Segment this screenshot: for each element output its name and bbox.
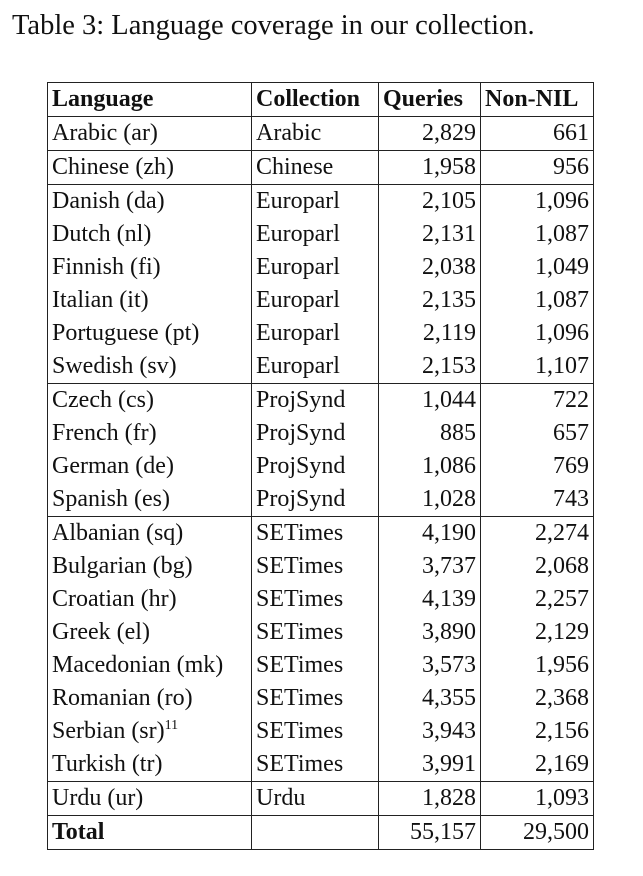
cell-language-text: Urdu (ur) [52, 785, 144, 811]
header-language: Language [48, 83, 252, 117]
cell-queries-text: 2,038 [422, 254, 476, 280]
cell-queries [379, 350, 481, 384]
table-row [48, 251, 594, 284]
cell-language [48, 682, 252, 715]
table-row [48, 384, 594, 418]
cell-non-nil-text: 956 [553, 154, 589, 180]
cell-language-text: Greek (el) [52, 619, 150, 645]
cell-queries [379, 583, 481, 616]
cell-collection [252, 682, 379, 715]
cell-non-nil-text: 1,107 [535, 353, 589, 379]
cell-non-nil [481, 218, 594, 251]
cell-queries-text: 1,086 [422, 453, 476, 479]
cell-queries-text: 55,157 [410, 819, 476, 845]
cell-language-text: Total [52, 819, 105, 845]
cell-language-text: Romanian (ro) [52, 685, 193, 711]
cell-non-nil-text: 722 [553, 387, 589, 413]
cell-collection-text: ProjSynd [256, 486, 346, 512]
cell-collection-text: Europarl [256, 188, 340, 214]
cell-language-text: Spanish (es) [52, 486, 170, 512]
cell-queries [379, 151, 481, 185]
header-collection: Collection [252, 83, 379, 117]
cell-queries [379, 616, 481, 649]
cell-queries [379, 450, 481, 483]
header-non-nil: Non-NIL [481, 83, 594, 117]
cell-queries [379, 483, 481, 517]
cell-queries [379, 782, 481, 816]
cell-language [48, 251, 252, 284]
cell-collection-text: SETimes [256, 619, 344, 645]
cell-queries [379, 384, 481, 418]
cell-non-nil [481, 117, 594, 151]
cell-language [48, 517, 252, 551]
cell-non-nil [481, 317, 594, 350]
cell-language-text: Portuguese (pt) [52, 320, 200, 346]
cell-collection-text: SETimes [256, 718, 344, 744]
cell-non-nil-text: 1,956 [535, 652, 589, 678]
cell-language [48, 649, 252, 682]
cell-collection [252, 616, 379, 649]
cell-non-nil [481, 350, 594, 384]
cell-queries [379, 682, 481, 715]
cell-non-nil [481, 715, 594, 748]
cell-collection-text: Europarl [256, 320, 340, 346]
cell-queries [379, 649, 481, 682]
cell-non-nil-text: 1,096 [535, 188, 589, 214]
cell-language [48, 550, 252, 583]
cell-collection [252, 350, 379, 384]
cell-language-text: Albanian (sq) [52, 520, 184, 546]
cell-queries-text: 4,190 [422, 520, 476, 546]
cell-language [48, 185, 252, 219]
cell-non-nil [481, 616, 594, 649]
cell-collection [252, 417, 379, 450]
table-row [48, 185, 594, 219]
cell-language-text: Swedish (sv) [52, 353, 177, 379]
cell-queries-text: 3,890 [422, 619, 476, 645]
cell-collection [252, 251, 379, 284]
cell-language-text: Chinese (zh) [52, 154, 174, 180]
total-row [48, 816, 594, 850]
cell-language [48, 782, 252, 816]
cell-collection [252, 649, 379, 682]
cell-language-text: German (de) [52, 453, 174, 479]
cell-non-nil [481, 417, 594, 450]
cell-collection [252, 782, 379, 816]
cell-language [48, 450, 252, 483]
cell-non-nil-text: 29,500 [523, 819, 589, 845]
cell-queries-text: 3,737 [422, 553, 476, 579]
table-row [48, 450, 594, 483]
cell-non-nil [481, 284, 594, 317]
cell-queries [379, 185, 481, 219]
cell-non-nil-text: 1,093 [535, 785, 589, 811]
cell-collection [252, 816, 379, 850]
cell-queries-text: 2,153 [422, 353, 476, 379]
cell-language [48, 715, 252, 748]
cell-queries-text: 3,573 [422, 652, 476, 678]
cell-language [48, 816, 252, 850]
table-row [48, 218, 594, 251]
table-row [48, 682, 594, 715]
table-row [48, 649, 594, 682]
cell-language [48, 748, 252, 782]
cell-language-text: Dutch (nl) [52, 221, 152, 247]
cell-language-text: Arabic (ar) [52, 120, 158, 146]
cell-queries [379, 417, 481, 450]
cell-collection-text: Urdu [256, 785, 306, 811]
cell-language-text: Macedonian (mk) [52, 652, 224, 678]
cell-language-text: Bulgarian (bg) [52, 553, 193, 579]
cell-non-nil [481, 682, 594, 715]
cell-collection [252, 748, 379, 782]
cell-language [48, 417, 252, 450]
cell-language-text: Finnish (fi) [52, 254, 161, 280]
cell-non-nil [481, 151, 594, 185]
cell-queries-text: 3,991 [422, 751, 476, 777]
cell-language-text: Danish (da) [52, 188, 165, 214]
cell-non-nil [481, 816, 594, 850]
cell-collection-text: SETimes [256, 652, 344, 678]
cell-non-nil-text: 1,049 [535, 254, 589, 280]
cell-collection-text: Europarl [256, 287, 340, 313]
cell-queries-text: 2,135 [422, 287, 476, 313]
cell-queries [379, 251, 481, 284]
cell-collection [252, 151, 379, 185]
cell-non-nil-text: 1,087 [535, 221, 589, 247]
cell-queries [379, 218, 481, 251]
table-row [48, 748, 594, 782]
cell-language [48, 384, 252, 418]
table-row [48, 117, 594, 151]
cell-language [48, 317, 252, 350]
cell-non-nil-text: 1,087 [535, 287, 589, 313]
cell-language [48, 218, 252, 251]
cell-collection [252, 117, 379, 151]
cell-language [48, 284, 252, 317]
cell-non-nil [481, 517, 594, 551]
cell-non-nil [481, 450, 594, 483]
cell-non-nil [481, 185, 594, 219]
cell-queries-text: 1,044 [422, 387, 476, 413]
cell-queries [379, 816, 481, 850]
cell-collection [252, 284, 379, 317]
language-coverage-table [47, 82, 594, 850]
cell-queries-text: 1,028 [422, 486, 476, 512]
cell-collection-text: SETimes [256, 553, 344, 579]
cell-non-nil-text: 2,368 [535, 685, 589, 711]
cell-collection-text: ProjSynd [256, 453, 346, 479]
table-row [48, 483, 594, 517]
cell-language [48, 616, 252, 649]
cell-collection-text: SETimes [256, 520, 344, 546]
cell-collection-text: SETimes [256, 685, 344, 711]
table-row [48, 284, 594, 317]
cell-non-nil-text: 769 [553, 453, 589, 479]
table-row [48, 583, 594, 616]
cell-non-nil [481, 649, 594, 682]
cell-non-nil [481, 748, 594, 782]
cell-queries-text: 1,958 [422, 154, 476, 180]
cell-non-nil-text: 2,257 [535, 586, 589, 612]
table-body [48, 117, 594, 850]
cell-collection [252, 185, 379, 219]
table-row [48, 317, 594, 350]
cell-language-text: French (fr) [52, 420, 157, 446]
cell-language-text: Italian (it) [52, 287, 149, 313]
cell-collection [252, 450, 379, 483]
cell-collection-text: Europarl [256, 254, 340, 280]
table-row [48, 350, 594, 384]
cell-language-text: Czech (cs) [52, 387, 154, 413]
table-row [48, 417, 594, 450]
cell-collection [252, 483, 379, 517]
cell-collection [252, 317, 379, 350]
cell-non-nil [481, 384, 594, 418]
cell-queries-text: 2,119 [422, 320, 476, 346]
cell-collection [252, 384, 379, 418]
cell-collection [252, 583, 379, 616]
cell-collection-text: Arabic [256, 120, 322, 146]
cell-queries-text: 2,131 [422, 221, 476, 247]
cell-collection-text: Europarl [256, 221, 340, 247]
cell-queries [379, 117, 481, 151]
cell-collection-text: SETimes [256, 751, 344, 777]
footnote-marker: 11 [164, 718, 179, 733]
cell-language-text: Turkish (tr) [52, 751, 163, 777]
cell-collection-text: ProjSynd [256, 387, 346, 413]
cell-collection [252, 218, 379, 251]
cell-non-nil-text: 2,129 [535, 619, 589, 645]
cell-collection-text: ProjSynd [256, 420, 346, 446]
cell-non-nil [481, 550, 594, 583]
cell-language [48, 117, 252, 151]
cell-queries-text: 4,139 [422, 586, 476, 612]
cell-queries-text: 2,829 [422, 120, 476, 146]
table-row [48, 517, 594, 551]
cell-queries-text: 2,105 [422, 188, 476, 214]
cell-non-nil [481, 251, 594, 284]
cell-collection [252, 715, 379, 748]
cell-non-nil [481, 782, 594, 816]
table-row [48, 782, 594, 816]
cell-non-nil-text: 657 [553, 420, 589, 446]
cell-collection-text: Europarl [256, 353, 340, 379]
cell-collection [252, 517, 379, 551]
cell-queries [379, 284, 481, 317]
cell-queries-text: 4,355 [422, 685, 476, 711]
header-queries: Queries [379, 83, 481, 117]
cell-non-nil-text: 1,096 [535, 320, 589, 346]
cell-queries [379, 517, 481, 551]
cell-non-nil-text: 2,068 [535, 553, 589, 579]
cell-queries-text: 1,828 [422, 785, 476, 811]
cell-non-nil-text: 661 [553, 120, 589, 146]
cell-queries [379, 550, 481, 583]
cell-non-nil-text: 743 [553, 486, 589, 512]
cell-non-nil-text: 2,274 [535, 520, 589, 546]
cell-collection [252, 550, 379, 583]
cell-language [48, 583, 252, 616]
cell-queries [379, 748, 481, 782]
cell-language-text: Croatian (hr) [52, 586, 177, 612]
cell-language [48, 350, 252, 384]
cell-collection-text: Chinese [256, 154, 334, 180]
cell-language-text: Serbian (sr) [52, 718, 165, 744]
header-row [48, 83, 594, 117]
cell-non-nil-text: 2,169 [535, 751, 589, 777]
cell-non-nil [481, 583, 594, 616]
table-row [48, 550, 594, 583]
cell-non-nil-text: 2,156 [535, 718, 589, 744]
cell-collection-text: SETimes [256, 586, 344, 612]
table-row [48, 151, 594, 185]
cell-queries-text: 3,943 [422, 718, 476, 744]
cell-non-nil [481, 483, 594, 517]
table-row [48, 715, 594, 748]
cell-queries-text: 885 [440, 420, 476, 446]
table-row [48, 616, 594, 649]
cell-queries [379, 317, 481, 350]
table-caption: Table 3: Language coverage in our collection. [12, 10, 535, 41]
cell-language [48, 151, 252, 185]
cell-language [48, 483, 252, 517]
cell-queries [379, 715, 481, 748]
